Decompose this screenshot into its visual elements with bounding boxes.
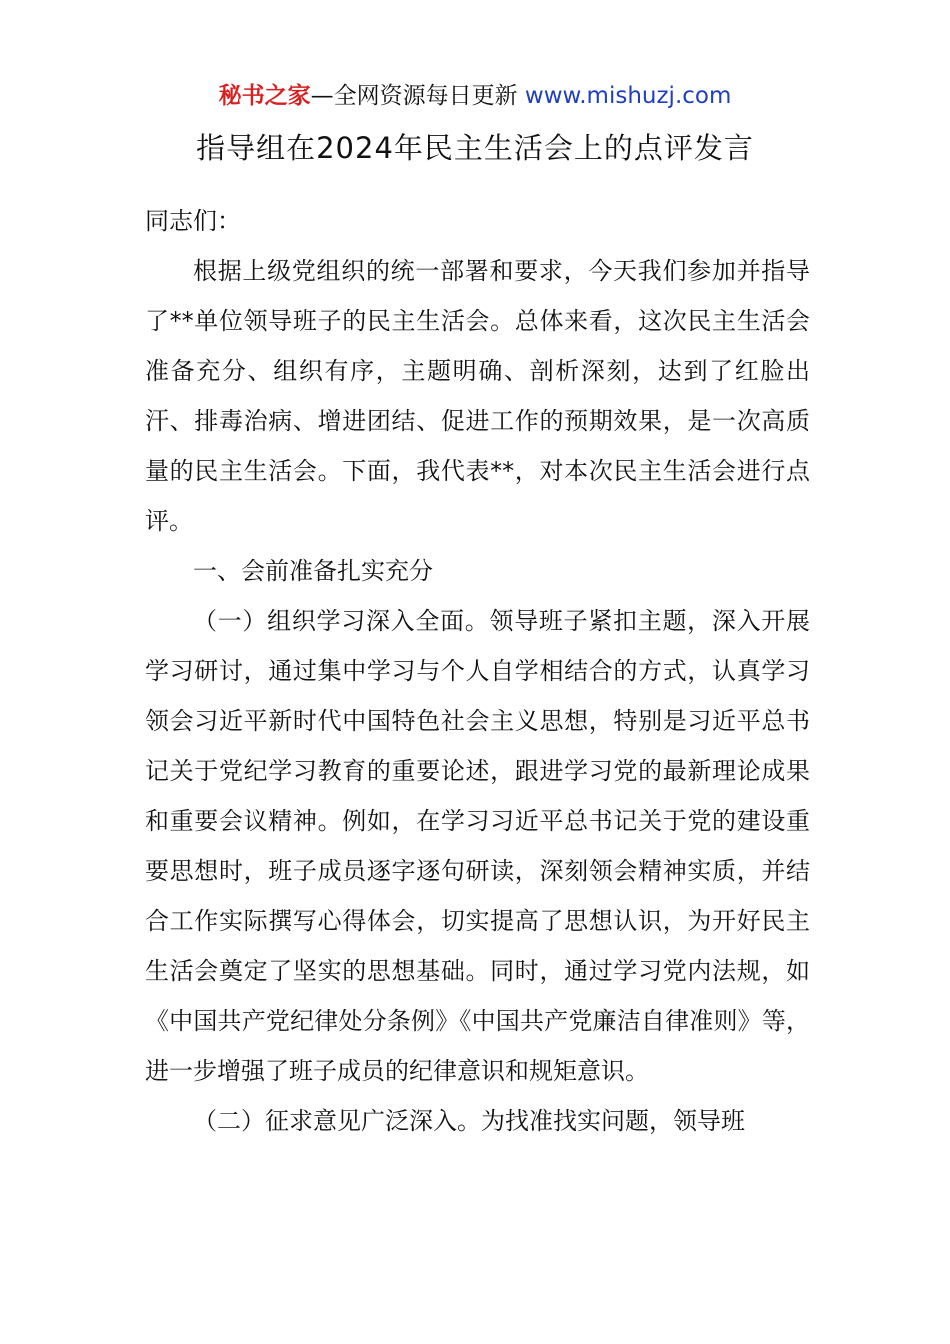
document-title: 指导组在2024年民主生活会上的点评发言 [196,131,754,165]
paragraph-subsection-2: （二）征求意见广泛深入。为找准找实问题，领导班 [193,1107,745,1135]
paragraph-intro: 根据上级党组织的统一部署和要求，今天我们参加并指导了**单位领导班子的民主生活会。总体来看，这次民主生活会准备充分、组织有序，主题明确、剖析深刻，达到了红脸出汗、排毒治病、增进团结、促进工作的预期效果，是一次高质量的民主生活会。下面，我代表**，对本次民主生活会进行点评。 [145,257,810,535]
document-body [145,196,810,1146]
salutation: 同志们： [145,207,241,235]
site-url-link[interactable]: www.mishuzj.com [524,83,732,109]
section-heading-1: 一、会前准备扎实充分 [193,557,433,585]
header-tagline: —全网资源每日更新 [310,83,525,109]
brand-name: 秘书之家 [218,83,311,109]
paragraph-subsection-1: （一）组织学习深入全面。领导班子紧扣主题，深入开展学习研讨，通过集中学习与个人自学相结合的方式，认真学习领会习近平新时代中国特色社会主义思想，特别是习近平总书记关于党纪学习教育的重要论述，跟进学习党的最新理论成果和重要会议精神。例如，在学习习近平总书记关于党的建设重要思想时，班子成员逐字逐句研读，深刻领会精神实质，并结合工作实际撰写心得体会，切实提高了思想认识，为开好民主生活会奠定了坚实的思想基础。同时，通过学习党内法规，如《中国共产党纪律处分条例》《中国共产党廉洁自律准则》等，进一步增强了班子成员的纪律意识和规矩意识。 [145,607,810,1085]
site-header [0,80,950,112]
